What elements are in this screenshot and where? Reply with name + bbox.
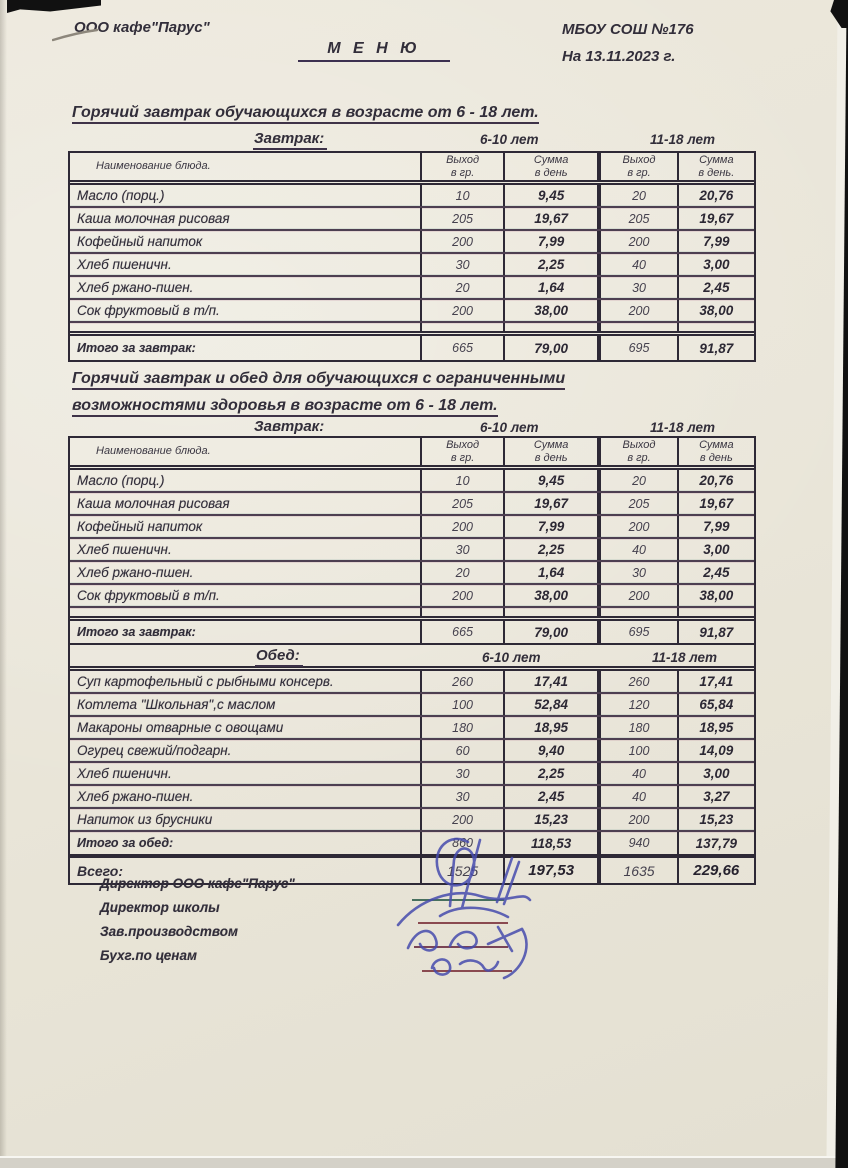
dish-name: Хлеб пшеничн.	[77, 766, 172, 781]
price-11-18: 17,41	[677, 671, 754, 692]
col-header-vyhod-2: Выход в гр.	[597, 438, 676, 465]
portion-11-18: 100	[597, 740, 676, 761]
portion-11-18: 180	[597, 717, 676, 738]
col-header-summa: Сумма в день	[503, 438, 597, 465]
portion-11-18: 40	[597, 763, 676, 784]
dish-name: Сок фруктовый в т/п.	[77, 303, 220, 318]
table-row	[70, 470, 754, 493]
price-6-10: 1,64	[503, 562, 597, 583]
portion-11-18: 20	[597, 470, 676, 491]
portion-11-18: 120	[597, 694, 676, 715]
table-row	[70, 694, 754, 717]
price-6-10: 7,99	[503, 516, 597, 537]
portion-6-10: 10	[420, 185, 503, 206]
price-6-10: 2,25	[503, 254, 597, 275]
signatory-line: Зав.производством	[100, 924, 238, 939]
price-11-18: 2,45	[677, 562, 754, 583]
portion-6-10: 20	[420, 562, 503, 583]
table-header-row	[70, 153, 754, 185]
price-6-10: 2,25	[503, 763, 597, 784]
portion-6-10: 200	[420, 300, 503, 321]
portion-6-10: 30	[420, 786, 503, 807]
scan-edge-bottom	[0, 1156, 848, 1168]
menu-title: М Е Н Ю	[298, 40, 450, 62]
age-group-1-label: 6-10 лет	[480, 420, 539, 435]
dish-name: Хлеб ржано-пшен.	[77, 565, 194, 580]
portion-6-10: 30	[420, 254, 503, 275]
spacer-row	[70, 608, 754, 621]
col-header-summa-2: Сумма в день.	[677, 153, 754, 180]
price-6-10: 7,99	[503, 231, 597, 252]
price-11-18: 38,00	[677, 585, 754, 606]
price-6-10: 38,00	[503, 300, 597, 321]
price-6-10: 9,45	[503, 185, 597, 206]
portion-11-18: 205	[597, 493, 676, 514]
portion-6-10: 200	[420, 585, 503, 606]
portion-6-10: 180	[420, 717, 503, 738]
price-11-18: 19,67	[677, 493, 754, 514]
age-group-2-label: 11-18 лет	[650, 420, 716, 435]
col-header-vyhod: Выход в гр.	[420, 438, 503, 465]
col-header-summa-2: Сумма в день	[677, 438, 754, 465]
portion-11-18: 205	[597, 208, 676, 229]
dish-name: Хлеб ржано-пшен.	[77, 789, 194, 804]
table-row	[70, 277, 754, 300]
price-6-10: 1,64	[503, 277, 597, 298]
col-header-summa: Сумма в день	[503, 153, 597, 180]
portion-6-10: 100	[420, 694, 503, 715]
price-11-18: 15,23	[677, 809, 754, 830]
portion-11-18: 20	[597, 185, 676, 206]
col-header-dish: Наименование блюда.	[96, 160, 211, 173]
age-group-2-label: 11-18 лет	[652, 650, 718, 665]
price-6-10: 2,45	[503, 786, 597, 807]
portion-11-18: 200	[597, 300, 676, 321]
portion-6-10: 260	[420, 671, 503, 692]
portion-11-18: 260	[597, 671, 676, 692]
price-6-10: 9,45	[503, 470, 597, 491]
dish-name: Суп картофельный с рыбными консерв.	[77, 674, 334, 689]
portion-11-18: 200	[597, 516, 676, 537]
table-row	[70, 231, 754, 254]
table-row	[70, 671, 754, 694]
table-row	[70, 562, 754, 585]
portion-6-10: 200	[420, 516, 503, 537]
signature-ink	[380, 720, 580, 990]
price-6-10: 17,41	[503, 671, 597, 692]
grand-total-row: Всего: 1525 197,53 1635 229,66	[70, 856, 754, 883]
price-11-18: 20,76	[677, 470, 754, 491]
portion-6-10: 60	[420, 740, 503, 761]
portion-11-18: 40	[597, 786, 676, 807]
price-6-10: 9,40	[503, 740, 597, 761]
age-group-2-label: 11-18 лет	[650, 132, 716, 147]
price-11-18: 18,95	[677, 717, 754, 738]
signatory-line: Бухг.по ценам	[100, 948, 197, 963]
price-6-10: 52,84	[503, 694, 597, 715]
table-row	[70, 300, 754, 323]
price-6-10: 19,67	[503, 208, 597, 229]
age-group-1-label: 6-10 лет	[480, 132, 539, 147]
portion-11-18: 200	[597, 585, 676, 606]
age-group-1-label: 6-10 лет	[482, 650, 541, 665]
price-11-18: 7,99	[677, 231, 754, 252]
portion-6-10: 10	[420, 470, 503, 491]
col-header-vyhod: Выход в гр.	[420, 153, 503, 180]
portion-11-18: 40	[597, 539, 676, 560]
col-header-dish: Наименование блюда.	[96, 445, 211, 458]
price-11-18: 3,00	[677, 763, 754, 784]
price-6-10: 18,95	[503, 717, 597, 738]
menu-date: На 13.11.2023 г.	[562, 48, 676, 65]
price-11-18: 3,00	[677, 539, 754, 560]
price-11-18: 3,00	[677, 254, 754, 275]
portion-6-10: 30	[420, 763, 503, 784]
price-11-18: 3,27	[677, 786, 754, 807]
price-11-18: 14,09	[677, 740, 754, 761]
price-6-10: 38,00	[503, 585, 597, 606]
dish-name: Огурец свежий/подгарн.	[77, 743, 232, 758]
lunch-caption-row	[70, 645, 754, 671]
lunch-total-row: Итого за обед: 860 118,53 940 137,79	[70, 832, 754, 856]
portion-11-18: 40	[597, 254, 676, 275]
dish-name: Макароны отварные с овощами	[77, 720, 284, 735]
dish-name: Хлеб ржано-пшен.	[77, 280, 194, 295]
price-6-10: 15,23	[503, 809, 597, 830]
signatory-line: Директор школы	[100, 900, 220, 915]
price-11-18: 65,84	[677, 694, 754, 715]
section2-title-line2: возможностями здоровья в возрасте от 6 - 18 лет.	[72, 397, 498, 415]
breakfast-total-row: Итого за завтрак: 665 79,00 695 91,87	[70, 621, 754, 645]
company-name: ООО кафе"Парус"	[74, 19, 210, 36]
breakfast-total-row: Итого за завтрак: 665 79,00 695 91,87	[70, 336, 754, 360]
dish-name: Сок фруктовый в т/п.	[77, 588, 220, 603]
dish-name: Напиток из брусники	[77, 812, 213, 827]
dish-name: Каша молочная рисовая	[77, 211, 230, 226]
school-name: МБОУ СОШ №176	[562, 21, 694, 38]
spacer-row	[70, 323, 754, 336]
table-row	[70, 516, 754, 539]
table-row	[70, 539, 754, 562]
portion-6-10: 205	[420, 208, 503, 229]
breakfast-label: Завтрак:	[253, 130, 327, 150]
dish-name: Масло (порц.)	[77, 188, 165, 203]
dish-name: Кофейный напиток	[77, 519, 203, 534]
breakfast-caption-2	[68, 418, 756, 438]
table-row	[70, 254, 754, 277]
dish-name: Хлеб пшеничн.	[77, 257, 172, 272]
breakfast-caption-1	[68, 130, 756, 150]
dish-name: Кофейный напиток	[77, 234, 203, 249]
col-header-vyhod-2: Выход в гр.	[597, 153, 676, 180]
price-6-10: 2,25	[503, 539, 597, 560]
portion-6-10: 205	[420, 493, 503, 514]
portion-11-18: 200	[597, 231, 676, 252]
pencil-mark	[52, 28, 98, 42]
breakfast-label: Завтрак:	[253, 418, 327, 438]
price-6-10: 19,67	[503, 493, 597, 514]
paper-left-shade	[0, 0, 7, 1157]
signatory-line: Директор ООО кафе"Парус"	[100, 876, 295, 891]
table-row	[70, 493, 754, 516]
dish-name: Масло (порц.)	[77, 473, 165, 488]
portion-6-10: 200	[420, 809, 503, 830]
table-row	[70, 208, 754, 231]
table-row	[70, 585, 754, 608]
portion-11-18: 200	[597, 809, 676, 830]
dish-name: Каша молочная рисовая	[77, 496, 230, 511]
section1-title: Горячий завтрак обучающихся в возрасте от 6 - 18 лет.	[72, 104, 539, 122]
price-11-18: 7,99	[677, 516, 754, 537]
portion-6-10: 30	[420, 539, 503, 560]
lunch-label: Обед:	[255, 647, 303, 667]
table-row	[70, 185, 754, 208]
price-11-18: 20,76	[677, 185, 754, 206]
dish-name: Хлеб пшеничн.	[77, 542, 172, 557]
breakfast-table-1	[68, 151, 756, 362]
portion-6-10: 200	[420, 231, 503, 252]
section2-title-line1: Горячий завтрак и обед для обучающихся с ограниченными	[72, 370, 565, 388]
price-11-18: 19,67	[677, 208, 754, 229]
portion-6-10: 20	[420, 277, 503, 298]
portion-11-18: 30	[597, 277, 676, 298]
dish-name: Котлета "Школьная",с маслом	[77, 697, 276, 712]
table-header-row	[70, 438, 754, 470]
portion-11-18: 30	[597, 562, 676, 583]
price-11-18: 2,45	[677, 277, 754, 298]
price-11-18: 38,00	[677, 300, 754, 321]
